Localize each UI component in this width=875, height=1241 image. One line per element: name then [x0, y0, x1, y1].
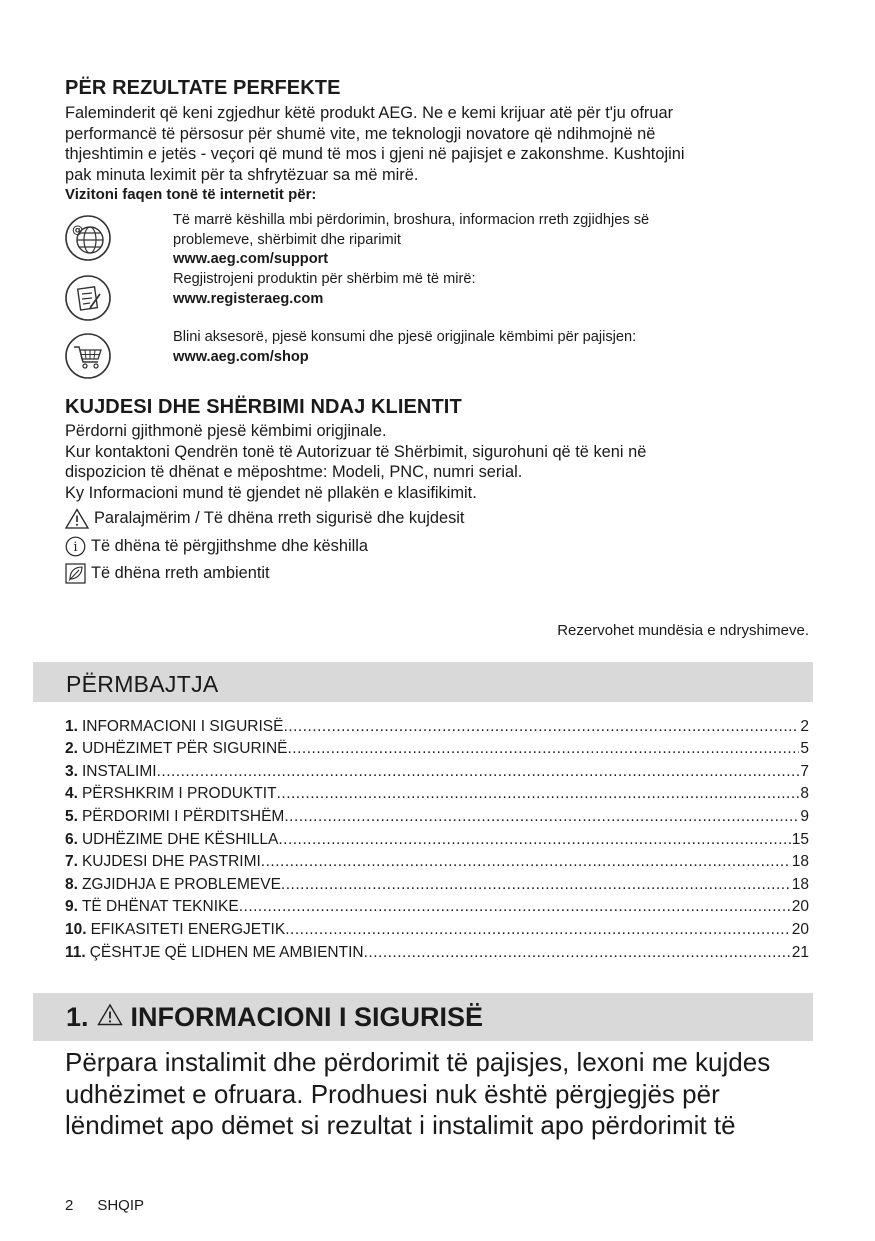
toc-item[interactable] [65, 826, 809, 849]
support-text-line: problemeve, shërbimit dhe riparimit [173, 231, 401, 248]
section1-number: 1. [66, 1002, 89, 1032]
info-icon [65, 536, 86, 557]
toc-item-number: 10. [65, 920, 87, 938]
toc-item-number: 3. [65, 762, 78, 780]
register-icon [64, 274, 112, 322]
shop-url-link[interactable]: www.aeg.com/shop [173, 348, 309, 365]
toc-item[interactable] [65, 736, 809, 759]
leaf-icon [65, 563, 86, 584]
care-line: Përdorni gjithmonë pjesë këmbimi origjinale. [65, 422, 387, 440]
reserve-note: Rezervohet mundësia e ndryshimeve. [557, 622, 809, 639]
toc-item-label: PËRDORIMI I PËRDITSHËM [81, 807, 285, 825]
toc-item-number: 8. [65, 875, 78, 893]
support-text-line: Të marrë këshilla mbi përdorimin, broshura, informacion rreth zgjidhjes së [173, 212, 650, 228]
environment-legend [65, 563, 270, 584]
cart-icon [64, 332, 112, 380]
toc-item-page: 18 [791, 875, 809, 893]
toc-item-label: UDHËZIMET PËR SIGURINË [81, 740, 288, 758]
toc-item[interactable] [65, 803, 809, 826]
toc-item-label: ZGJIDHJA E PROBLEMEVE [81, 875, 281, 893]
toc-item-label: ÇËSHTJE QË LIDHEN ME AMBIENTIN [89, 943, 364, 961]
toc-item-label: KUJDESI DHE PASTRIMI [81, 853, 261, 871]
visit-label: Vizitoni faqen tonë të internetit për: [65, 186, 317, 203]
care-line: dispozicion të dhënat e mëposhtme: Modeli, PNC, numri serial. [65, 463, 523, 481]
toc-item-number: 6. [65, 830, 78, 848]
toc-leader [277, 785, 800, 803]
toc-header [33, 662, 813, 702]
toc-item-number: 9. [65, 898, 78, 916]
shop-text-line: Blini aksesorë, pjesë konsumi dhe pjesë origjinale këmbimi për pajisjen: [173, 329, 637, 345]
globe-icon [64, 214, 112, 262]
toc-item-number: 2. [65, 740, 78, 758]
intro-line: performancë të përsosur për shumë vite, me teknologji novatore që ndihmojnë në [65, 124, 656, 143]
toc-item-page: 7 [800, 762, 809, 780]
intro-line: Faleminderit që keni zgjedhur këtë produkt AEG. Ne e kemi krijuar atë për t'ju ofruar [65, 104, 674, 122]
toc-item-label: UDHËZIME DHE KËSHILLA [81, 830, 279, 848]
toc-item-page: 9 [800, 807, 809, 825]
toc-item-number: 5. [65, 807, 78, 825]
toc-leader [281, 876, 791, 894]
warning-legend-text: Paralajmërim / Të dhëna rreth sigurisë dhe kujdesit [94, 509, 465, 527]
section1-line: lëndimet apo dëmet si rezultat i instalimit apo përdorimit të [65, 1110, 736, 1140]
warning-legend [65, 508, 465, 529]
care-line: Kur kontaktoni Qendrën tonë të Autorizuar të Shërbimit, sigurohuni që të keni në [65, 442, 647, 461]
toc-item-page: 21 [791, 943, 809, 961]
toc-item-page: 5 [800, 740, 809, 758]
warning-icon [97, 1002, 123, 1033]
environment-legend-text: Të dhëna rreth ambientit [91, 564, 270, 582]
register-link-block [173, 270, 793, 309]
toc-leader [278, 831, 790, 849]
care-line: Ky Informacioni mund të gjendet në pllakën e klasifikimit. [65, 483, 477, 502]
toc-item-page: 8 [800, 785, 809, 803]
toc-item-number: 7. [65, 853, 78, 871]
toc-item-label: INFORMACIONI I SIGURISË [81, 717, 284, 735]
shop-link-block [173, 328, 793, 367]
toc-item-page: 20 [791, 920, 809, 938]
toc-leader [287, 740, 799, 758]
toc-item-number: 1. [65, 717, 78, 735]
svg-text:i: i [73, 540, 78, 556]
intro-title: PËR REZULTATE PERFEKTE [65, 77, 341, 99]
intro-paragraph [65, 103, 785, 206]
toc-leader [284, 808, 799, 826]
register-url-link[interactable]: www.registeraeg.com [173, 290, 324, 307]
toc-item-label: TË DHËNAT TEKNIKE [81, 898, 239, 916]
toc-item-label: EFIKASITETI ENERGJETIK [90, 920, 286, 938]
page-footer [65, 1197, 144, 1214]
info-legend [65, 536, 368, 557]
toc-leader [285, 921, 791, 939]
toc-item[interactable] [65, 871, 809, 894]
register-text-line: Regjistrojeni produktin për shërbim më të mirë: [173, 271, 476, 287]
section1-header [33, 993, 813, 1041]
toc-item[interactable] [65, 758, 809, 781]
info-legend-text: Të dhëna të përgjithshme dhe këshilla [91, 537, 368, 555]
toc-item-page: 2 [800, 717, 809, 735]
intro-line: thjeshtimin e jetës - veçori që mund të mos i gjeni në pajisjet e zakonshme. Kushtojini [65, 145, 685, 163]
toc-leader [364, 944, 791, 962]
toc-item-page: 18 [791, 853, 809, 871]
toc-leader [261, 853, 791, 871]
toc-title: PËRMBAJTJA [66, 671, 219, 697]
section1-line: Përpara instalimit dhe përdorimit të pajisjes, lexoni me kujdes [65, 1047, 771, 1077]
toc-leader [157, 763, 800, 781]
page-number: 2 [65, 1197, 74, 1214]
toc-item-number: 11. [65, 943, 86, 961]
warning-icon [65, 508, 89, 529]
toc-item[interactable] [65, 939, 809, 962]
table-of-contents [65, 713, 809, 962]
toc-item[interactable] [65, 894, 809, 917]
support-url-link[interactable]: www.aeg.com/support [173, 251, 329, 267]
section1-line: udhëzimet e ofruara. Prodhuesi nuk është përgjegjës për [65, 1078, 720, 1109]
care-title: KUJDESI DHE SHËRBIMI NDAJ KLIENTIT [65, 396, 462, 418]
toc-leader [239, 898, 791, 916]
toc-item-page: 15 [791, 830, 809, 848]
toc-item[interactable] [65, 713, 809, 736]
toc-item-label: INSTALIMI [81, 762, 157, 780]
intro-line: pak minuta leximit për ta shfrytëzuar sa më mirë. [65, 165, 419, 184]
toc-item-label: PËRSHKRIM I PRODUKTIT [81, 785, 277, 803]
svg-text:@: @ [72, 223, 83, 236]
toc-leader [283, 718, 799, 736]
section1-title: INFORMACIONI I SIGURISË [130, 1002, 484, 1032]
toc-item-number: 4. [65, 785, 78, 803]
toc-item-page: 20 [791, 898, 809, 916]
toc-item[interactable] [65, 781, 809, 804]
toc-item[interactable] [65, 849, 809, 872]
care-paragraph [65, 421, 785, 503]
section1-paragraph [65, 1047, 825, 1142]
footer-language: SHQIP [97, 1197, 145, 1214]
support-link-block [173, 211, 793, 270]
toc-item[interactable] [65, 916, 809, 939]
